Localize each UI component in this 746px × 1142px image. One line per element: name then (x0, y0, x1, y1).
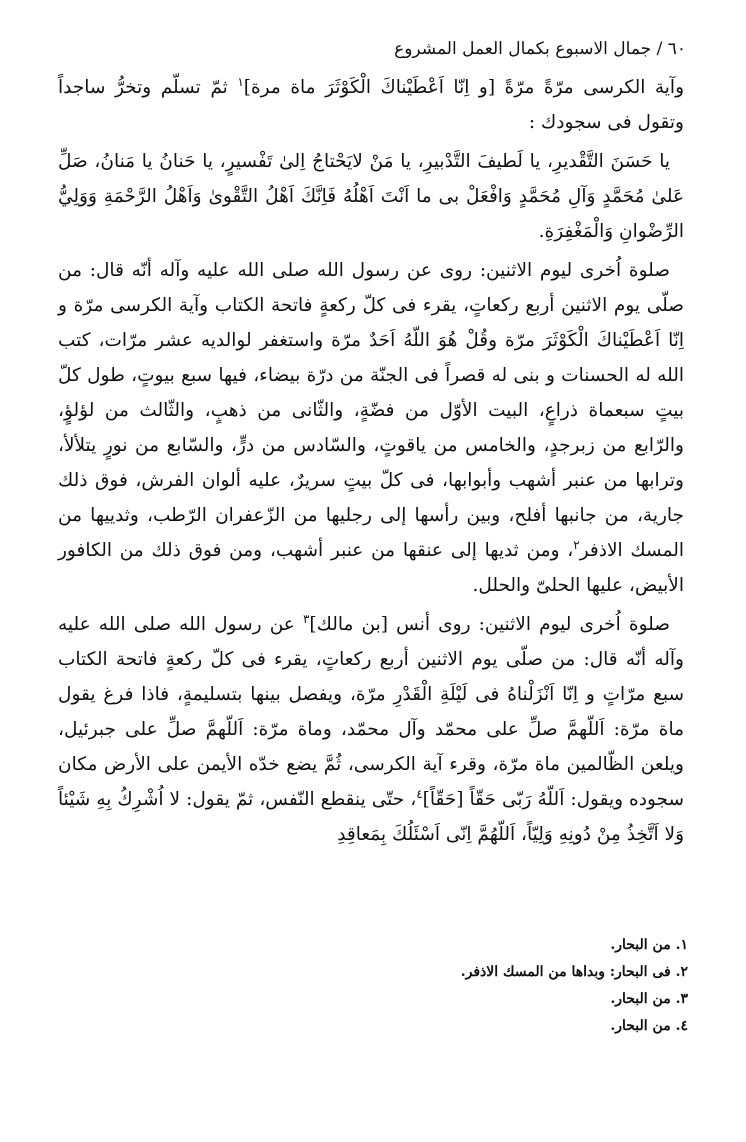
footnote-ref[interactable]: ٤ (416, 786, 423, 801)
page-number: ٦٠ (667, 39, 686, 59)
footnote-2: ٢. فى البحار: وبداها من المسك الاذفر. (460, 964, 688, 980)
footnote-ref[interactable]: ٣ (302, 611, 310, 626)
paragraph-text: يا حَسَنَ التَّقْديرِ، يا لَطيفَ التَّدْبيرِ، يا مَنْ لايَحْتاجُ اِلىٰ تَفْسيرٍ، يا حَنانُ يا مَنانُ، صَلِّ عَلىٰ مُحَمَّدٍ وَآلِ مُحَمَّدٍ وَافْعَلْ بى ما اَنْتَ اَهْلُهُ فَاِنَّكَ اَهْلُ التَّقْوىٰ وَاَهْلُ الرَّحْمَةِ وَوَلِيُّ الرِّضْوانِ وَالْمَغْفِرَةِ. (58, 151, 684, 242)
paragraph-1 (58, 70, 684, 140)
paragraph-text-cont: ، حتّى ينقطع النّفس، ثمّ يقول: لا اُشْرِكُ بِهِ شَيْئاً وَلا اَتَّخِذُ مِنْ دُونِهِ وَلِيّاً، اَللّهُمَّ اِنّى اَسْئَلُكَ بِمَعاقِدِ (58, 789, 684, 845)
paragraph-text-cont: عن رسول الله صلى الله عليه وآله أنّه قال: من صلّى يوم الاثنين أربع ركعاتٍ، يقرء فى كلّ ركعةٍ فاتحة الكتاب سبع مرّاتٍ و اِنّا اَنْزَلْناهُ فى لَيْلَةِ الْقَدْرِ مرّة، ويفصل بينها بتسليمةٍ، فاذا فرغ يقول ماة مرّة: اَللّهمَّ صلِّ على محمّد وآل محمّد، وماة مرّة: اَللّهمَّ صلِّ على جبرئيل، ويلعن الظّالمين ماة مرّة، وقرء آية الكرسى، ثُمَّ يضع خدّه الأيمن على الأرض مكان سجوده ويقول: اَللّهُ رَبّى حَقّاً [حَقّاً] (58, 614, 684, 810)
paragraph-text-cont: ثمّ تسلّم وتخرُّ ساجداً وتقول فى سجودك : (58, 77, 684, 133)
paragraph-4 (58, 607, 684, 852)
paragraph-text: وآية الكرسى مرّةً مرّةً [و اِنّا اَعْطَيْناكَ الْكَوْثَرَ ماة مرة] (243, 77, 685, 98)
header-separator: / (656, 39, 663, 59)
paragraph-text-cont: ، ومن ثديها إلى عنقها من عنبر أشهب، ومن فوق ذلك من الكافور الأبيض، عليها الحلىّ والحلل. (58, 540, 684, 596)
paragraph-2-supplication (58, 144, 684, 249)
footnote-4: ٤. من البحار. (610, 1018, 688, 1034)
footnote-ref[interactable]: ٢ (573, 537, 580, 552)
footnote-1: ١. من البحار. (610, 937, 688, 953)
main-text (58, 70, 684, 856)
footnote-ref[interactable]: ١ (237, 74, 244, 89)
footnotes (60, 932, 688, 1040)
paragraph-text: صلوة اُخرى ليوم الاثنين: روى أنس [بن مالك] (309, 614, 670, 635)
paragraph-3 (58, 253, 684, 603)
paragraph-text: صلوة اُخرى ليوم الاثنين: روى عن رسول الله صلى الله عليه وآله أنّه قال: من صلّى يوم الاثنين أربع ركعاتٍ، يقرء فى كلّ ركعةٍ فاتحة الكتاب وآية الكرسى مرّة و اِنّا اَعْطَيْناكَ الْكَوْثَرَ مرّة وقُلْ هُوَ اللّهُ اَحَدٌ مرّة واستغفر لوالديه عشر مرّات، كتب الله له الحسنات و بنى له قصراً فى الجنّة من درّة بيضاء، فيها سبع بيوتٍ، طول كلّ بيتٍ سبعماة ذراعٍ، البيت الأوّل من فضّةٍ، والثّانى من ذهبٍ، والثّالث من لؤلؤٍ، والرّابع من زبرجدٍ، والخامس من ياقوتٍ، والسّادس من درٍّ، والسّابع من نورٍ يتلألأ، وترابها من عنبر أشهب وأبوابها، فى كلّ بيتٍ سريرٌ، عليه ألوان الفرش، فوق ذلك جارية، من جانبها أفلح، وبين رأسها إلى رجليها من الزّعفران الرّطب، وثدييها من المسك الاذفر (58, 260, 684, 561)
running-title: جمال الاسبوع بكمال العمل المشروع (394, 39, 652, 59)
running-header (60, 38, 686, 60)
footnote-3: ٣. من البحار. (610, 991, 688, 1007)
